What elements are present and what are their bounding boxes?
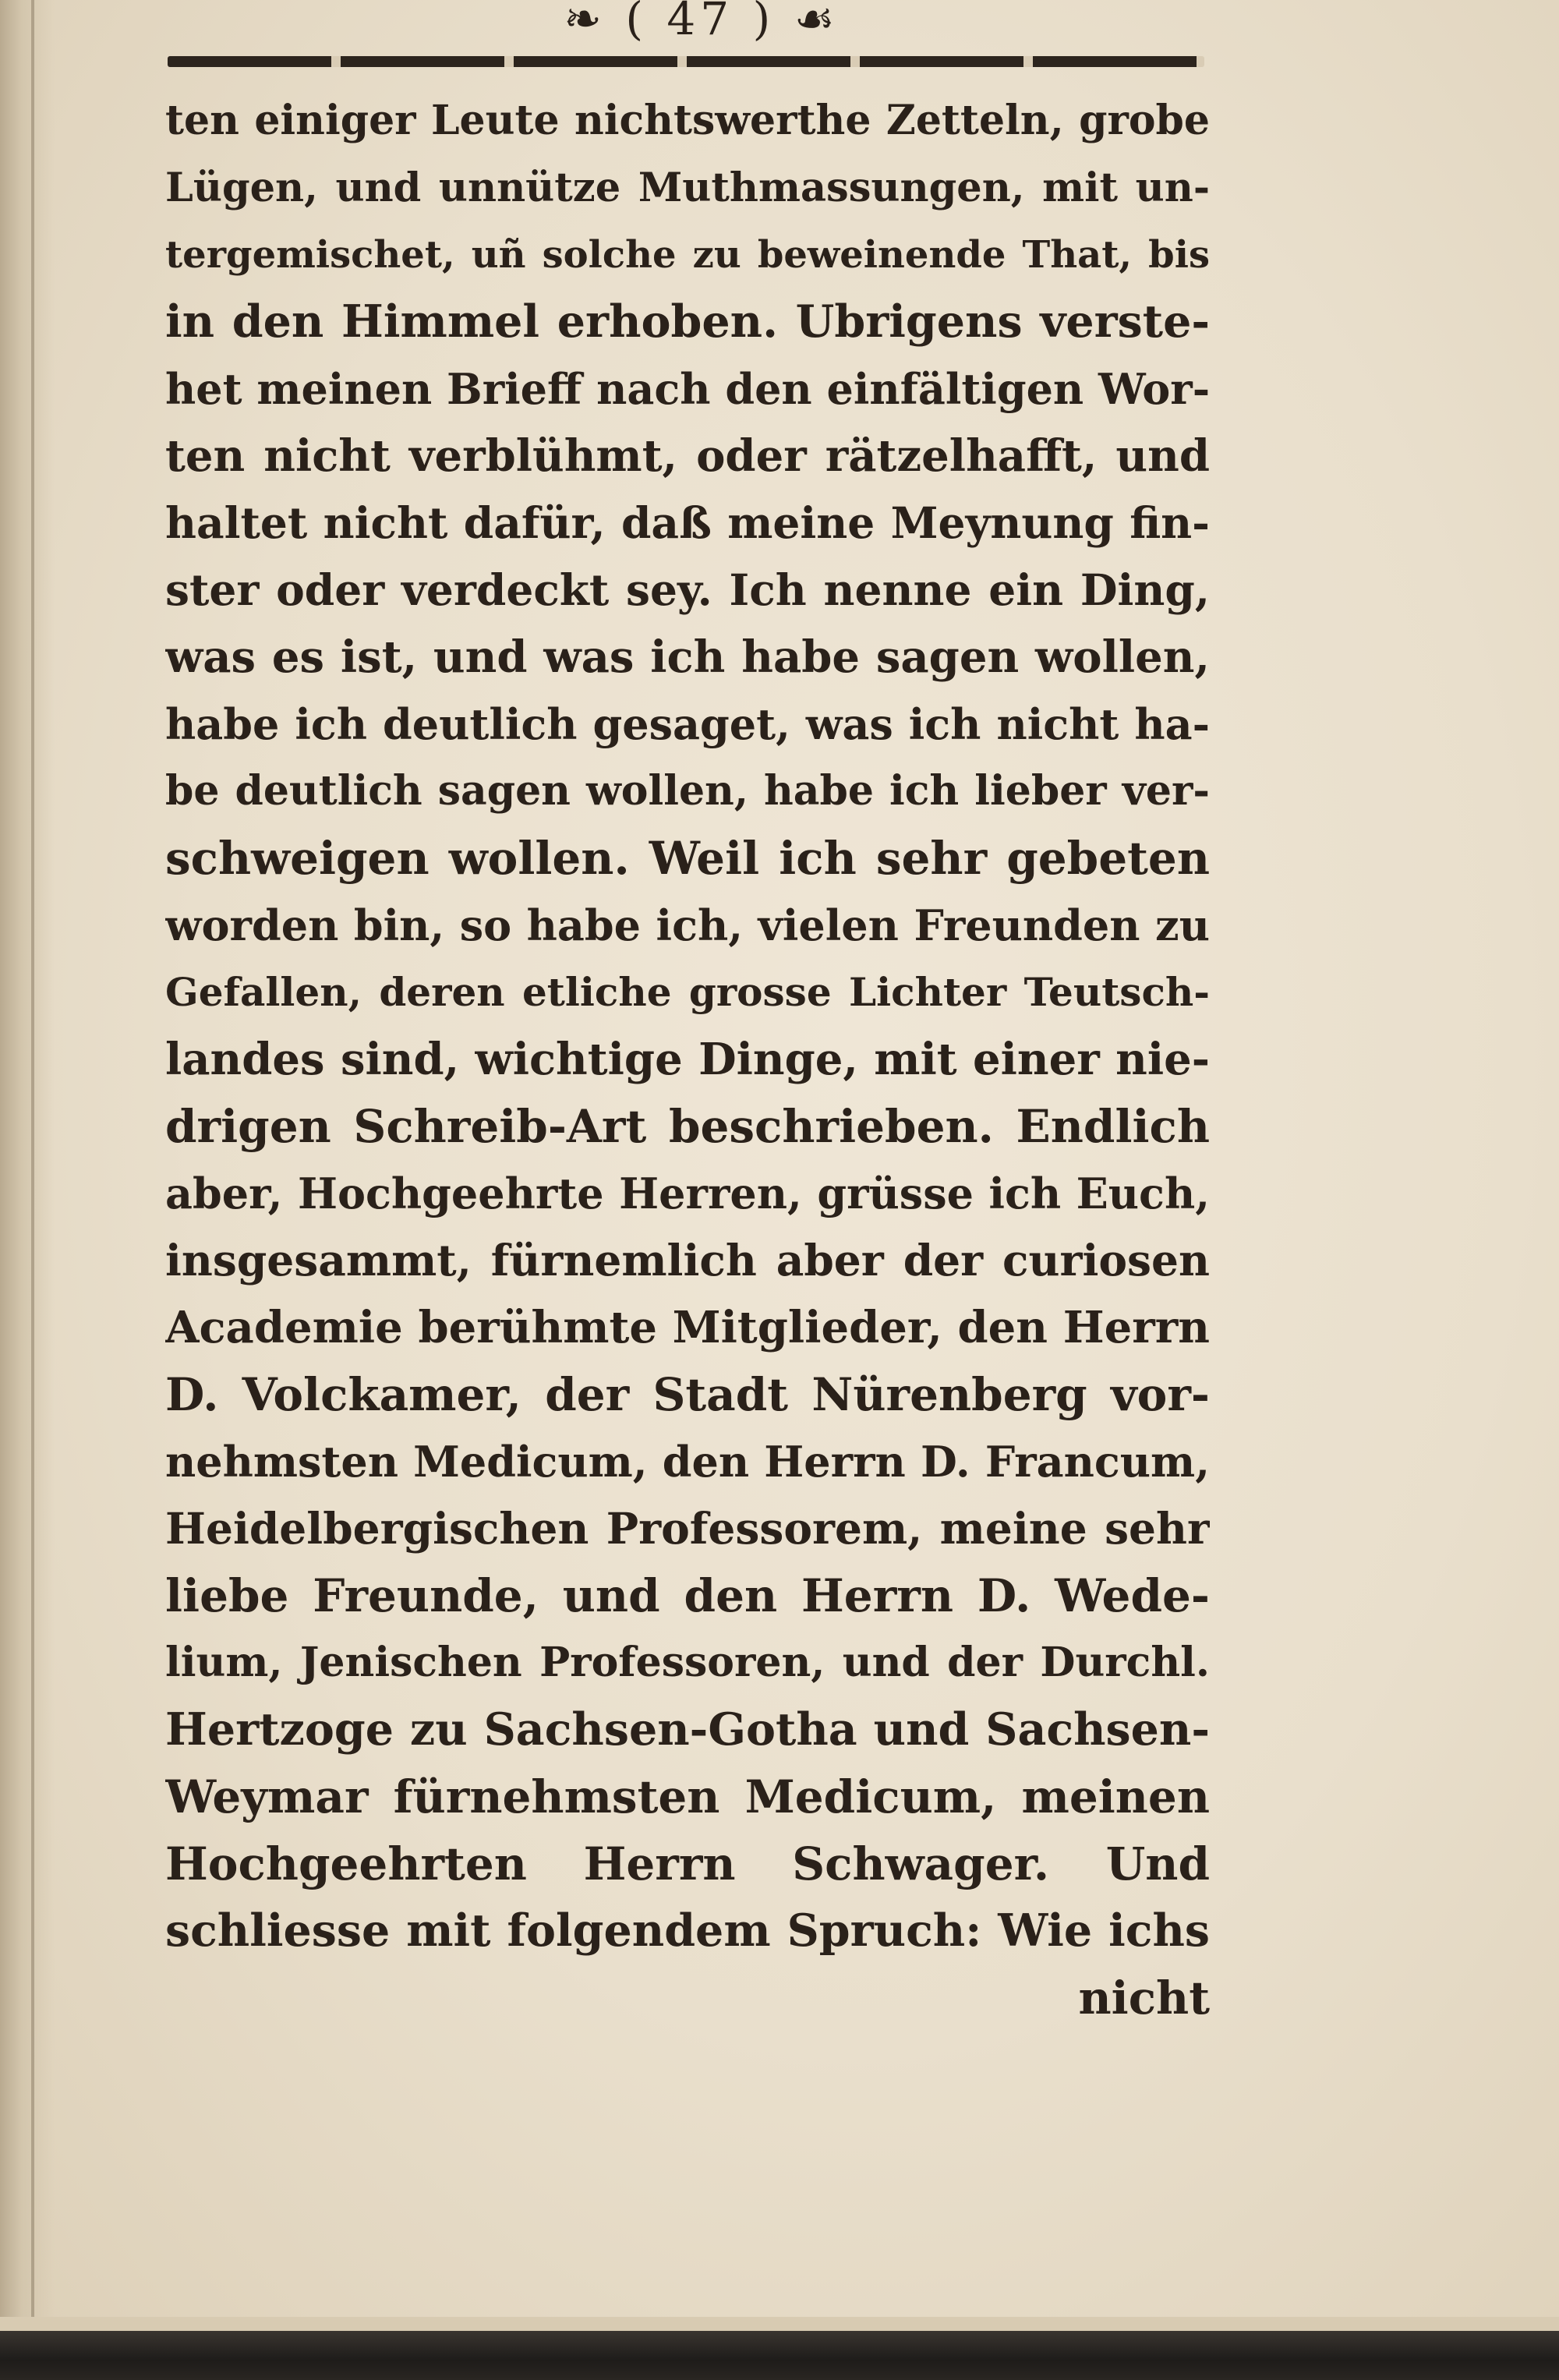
text-line: ten einiger Leute nichtswerthe Zetteln, grobe (165, 97, 1210, 144)
text-line: Gefallen, deren etliche grosse Lichter Teutsch- (165, 969, 1210, 1015)
text-line: was es ist, und was ich habe sagen wollen, (165, 631, 1210, 683)
text-line: drigen Schreib-Art beschrieben. Endlich (165, 1100, 1210, 1153)
text-line: Hochgeehrten Herrn Schwager. Und (165, 1837, 1210, 1890)
text-line: tergemischet, uñ solche zu beweinende That, bis (165, 233, 1210, 277)
text-line: worden bin, so habe ich, vielen Freunden zu (165, 900, 1210, 950)
text-line: lium, Jenischen Professoren, und der Durchl. (165, 1639, 1210, 1686)
text-line: Weymar fürnehmsten Medicum, meinen (165, 1770, 1210, 1823)
header-rule (168, 56, 1204, 67)
text-line: insgesammt, fürnemlich aber der curiosen (165, 1235, 1210, 1285)
text-line: schliesse mit folgendem Spruch: Wie ichs (165, 1904, 1210, 1957)
text-line: ster oder verdeckt sey. Ich nenne ein Ding, (165, 564, 1210, 615)
text-line: Hertzoge zu Sachsen-Gotha und Sachsen- (165, 1703, 1210, 1756)
binding-edge (31, 0, 34, 2331)
text-line: schweigen wollen. Weil ich sehr gebeten (165, 832, 1210, 885)
page-number-header: ❧ ( 47 ) ☙ (564, 0, 840, 45)
text-line: D. Volckamer, der Stadt Nürenberg vor- (165, 1368, 1210, 1421)
text-line: aber, Hochgeehrte Herren, grüsse ich Euch, (165, 1169, 1210, 1218)
text-line: liebe Freunde, und den Herrn D. Wede- (165, 1569, 1210, 1622)
catchword: nicht (1078, 1972, 1210, 2025)
text-line: Heidelbergischen Professorem, meine sehr (165, 1503, 1210, 1554)
body-text (165, 87, 1210, 2025)
text-line: habe ich deutlich gesaget, was ich nicht ha- (165, 699, 1210, 749)
text-line: be deutlich sagen wollen, habe ich lieber ver- (165, 767, 1210, 815)
text-line: het meinen Brieff nach den einfältigen Wor- (165, 364, 1210, 414)
text-line: Academie berühmte Mitglieder, den Herrn (165, 1302, 1210, 1353)
text-line: in den Himmel erhoben. Ubrigens verste- (165, 295, 1210, 348)
text-line: Lügen, und unnütze Muthmassungen, mit un- (165, 164, 1210, 211)
text-line: haltet nicht dafür, daß meine Meynung fin- (165, 497, 1210, 548)
text-line: landes sind, wichtige Dinge, mit einer nie- (165, 1034, 1210, 1085)
text-line: ten nicht verblühmt, oder rätzelhafft, und (165, 430, 1210, 482)
text-line: nehmsten Medicum, den Herrn D. Francum, (165, 1437, 1210, 1487)
book-cover-edge (0, 2331, 1559, 2380)
gutter-shadow (0, 0, 55, 2331)
